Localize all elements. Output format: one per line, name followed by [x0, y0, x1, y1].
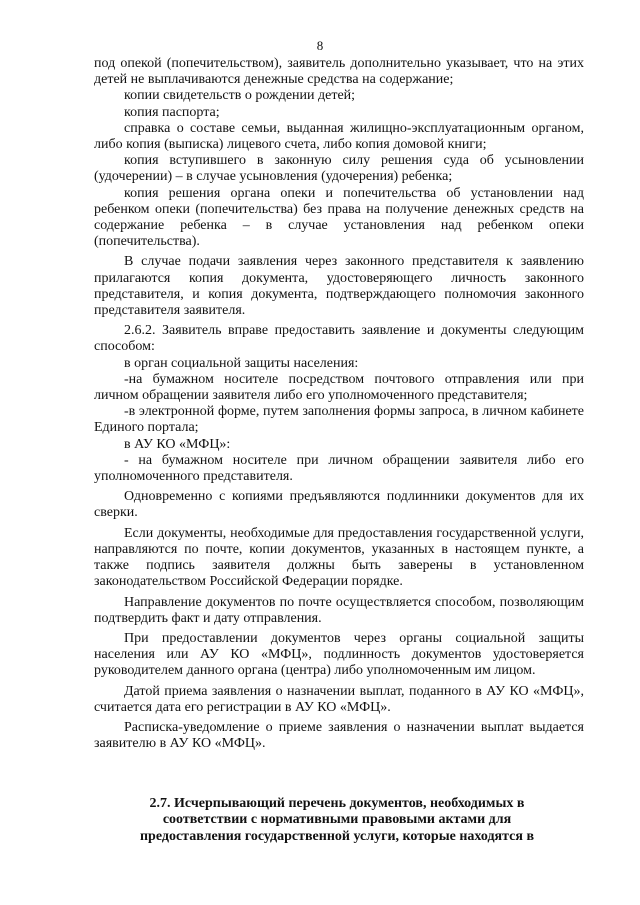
- paragraph: При предоставлении документов через органы социальной защиты населения или АУ КО «МФЦ», подлинность документов удостоверяется руководителем данного органа (центра) либо уполномоченным им лицом.: [94, 630, 584, 679]
- section-heading: 2.7. Исчерпывающий перечень документов, необходимых в соответствии с нормативными правовыми актами для предоставления государственной услуги, которые находятся в: [139, 796, 535, 844]
- document-body: [94, 56, 584, 752]
- paragraph: копия вступившего в законную силу решения суда об усыновлении (удочерении) – в случае усыновления (удочерения) ребенка;: [94, 153, 584, 185]
- page-number: 8: [316, 38, 324, 53]
- paragraph: Расписка-уведомление о приеме заявления о назначении выплат выдается заявителю в АУ КО «МФЦ».: [94, 719, 584, 752]
- paragraph: в АУ КО «МФЦ»:: [124, 436, 231, 452]
- paragraph: копия паспорта;: [124, 104, 220, 120]
- paragraph: Если документы, необходимые для предоставления государственной услуги, направляются по почте, копии документов, указанных в настоящем пункте, а также подпись заявителя должны быть заверены в установленном законодательством Российской Федерации порядке.: [94, 525, 584, 590]
- paragraph: Датой приема заявления о назначении выплат, поданного в АУ КО «МФЦ», считается дата его регистрации в АУ КО «МФЦ».: [94, 683, 584, 715]
- paragraph: под опекой (попечительством), заявитель дополнительно указывает, что на этих детей не выплачиваются денежные средства на содержание;: [94, 56, 584, 88]
- paragraph: -на бумажном носителе посредством почтового отправления или при личном обращении заявителя либо его уполномоченного представителя;: [94, 371, 584, 404]
- paragraph: Одновременно с копиями предъявляются подлинники документов для их сверки.: [94, 489, 584, 521]
- paragraph: -в электронной форме, путем заполнения формы запроса, в личном кабинете Единого портала;: [94, 404, 584, 436]
- paragraph: 2.6.2. Заявитель вправе предоставить заявление и документы следующим способом:: [94, 323, 584, 355]
- paragraph: Направление документов по почте осуществляется способом, позволяющим подтвердить факт и дату отправления.: [94, 594, 584, 626]
- paragraph: В случае подачи заявления через законного представителя к заявлению прилагаются копия документа, удостоверяющего личность законного представителя, и копия документа, подтверждающего полномочия законного представителя заявителя.: [94, 254, 584, 319]
- paragraph: копия решения органа опеки и попечительства об установлении над ребенком опеки (попечительства) без права на получение денежных средств на содержание ребенка – в случае установления над ребенком опеки (попечительства).: [94, 185, 584, 250]
- paragraph: копии свидетельств о рождении детей;: [124, 88, 356, 104]
- paragraph: справка о составе семьи, выданная жилищно-эксплуатационным органом, либо копия (выписка) лицевого счета, либо копия домовой книги;: [94, 120, 584, 153]
- paragraph: в орган социальной защиты населения:: [124, 355, 359, 371]
- paragraph: - на бумажном носителе при личном обращении заявителя либо его уполномоченного представителя.: [94, 452, 584, 485]
